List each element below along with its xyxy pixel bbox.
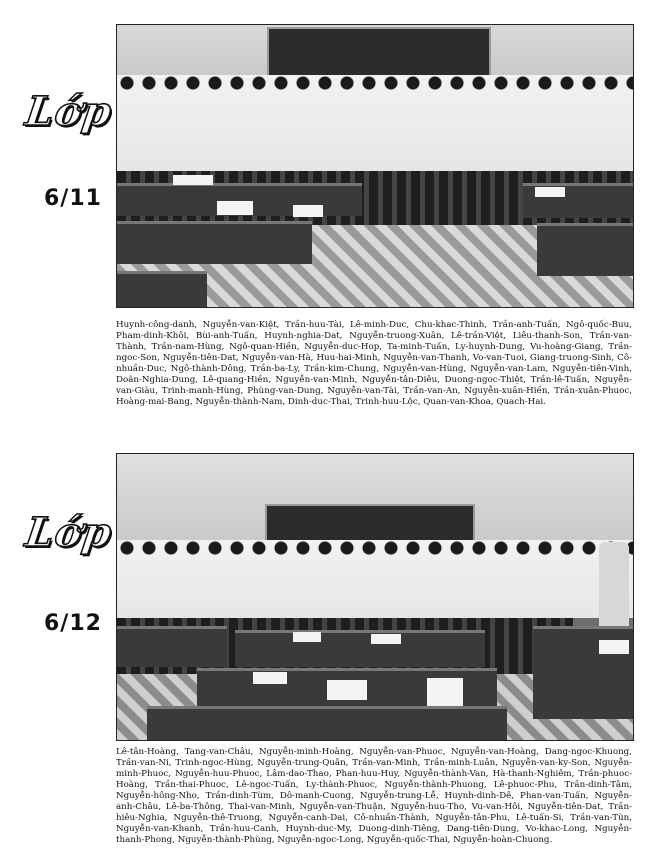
paper	[217, 201, 253, 215]
paper	[173, 175, 213, 185]
class-heading: Lớp	[22, 509, 116, 556]
paper	[427, 678, 463, 706]
paper	[253, 672, 287, 684]
desk	[235, 630, 485, 667]
paper	[371, 634, 401, 644]
desk	[537, 223, 633, 276]
class-photo	[116, 24, 634, 308]
desk	[117, 626, 227, 667]
teacher-figure	[599, 542, 629, 638]
desk	[117, 271, 207, 308]
desk	[117, 221, 312, 264]
class-section-6-12	[0, 431, 660, 862]
student-names: Huynh-công-danh, Nguyễn-van-Kiệt, Trần-huu-Tài, Lê-minh-Duc, Chu-khac-Thinh, Trần-anh-Tuấn, Ngô-quốc-Buu, Pham-dinh-Khôi, Bùi-anh-Tuấn, Huynh-nghia-Dat, Nguyễn-truong-Xuân, Lê-trần-Việt, Liêu-thanh-Son, Trần-van-Thành, Trần-nam-Hùng, Ngô-quan-Hiền, Nguyễn-duc-Hop, Ta-minh-Tuấn, Ly-huynh-Dung, Vu-hoàng-Giang, Trần-ngoc-Son, Nguyễn-tiên-Dat, Nguyễn-van-Hà, Huu-hai-Minh, Nguyễn-van-Thanh, Vo-van-Tuoi, Giang-truong-Sinh, Cô-nhuần-Duc, Ngô-thành-Dông, Trần-ba-Ly, Trần-kim-Chung, Nguyễn-van-Hùng, Nguyễn-van-Lam, Nguyễn-tiên-Vinh, Doãn-Nghia-Dung, Lê-quang-Hiền, Nguyễn-van-Minh, Nguyễn-tân-Diêu, Duong-ngoc-Thiệt, Trần-lê-Tuấn, Nguyễn-van-Giàu, Trinh-manh-Hùng, Phùng-van-Dung, Nguyễn-van-Tài, Trần-van-An, Nguyễn-xuân-Hiền, Trần-xuân-Phuoc, Hoàng-mai-Bang, Nguyễn-thành-Nam, Dinh-duc-Thai, Trinh-huu-Lộc, Quan-van-Khoa, Quach-Hai.	[116, 320, 632, 407]
paper	[293, 205, 323, 217]
class-heading: Lớp	[22, 88, 116, 135]
class-number: 6/12	[44, 611, 102, 636]
students-group	[117, 540, 633, 618]
paper	[327, 680, 367, 700]
desk	[147, 706, 507, 741]
student-names: Lê-tân-Hoàng, Tang-van-Châu, Nguyễn-minh-Hoàng, Nguyễn-van-Phuoc, Nguyễn-van-Hoàng, Dang-ngoc-Khuong, Trần-van-Ni, Trinh-ngoc-Hùng, Nguyễn-trung-Quân, Trần-van-Minh, Trần-minh-Luân, Nguyễn-van-ky-Son, Nguyễn-minh-Phuoc, Nguyễn-huu-Phuoc, Lâm-dao-Thao, Phan-huu-Huy, Nguyễn-thành-Van, Hà-thanh-Nghiêm, Trần-phuoc-Hoàng, Trần-thai-Phuoc, Lê-ngoc-Tuấn, Ly-thành-Phuoc, Nguyễn-thành-Phuong, Lê-phuoc-Phu, Trần-dinh-Tâm, Nguyễn-hông-Nho, Trần-dinh-Tùm, Dô-manh-Cuong, Nguyễn-trung-Lễ, Huynh-dinh-Dê, Phan-van-Tuấn, Nguyễn-anh-Châu, Lê-ba-Thông, Thai-van-Minh, Nguyễn-van-Thuận, Nguyễn-huu-Tho, Vu-van-Hôi, Nguyễn-tiên-Dat, Trần-hiêu-Nghia, Nguyễn-thê-Truong, Nguyễn-canh-Dai, Cô-nhuần-Thành, Nguyễn-tân-Phu, Lê-tuấn-Si, Trần-van-Tùn, Nguyễn-van-Khanh, Trần-huu-Canh, Huynh-duc-My, Duong-dinh-Tiêng, Dang-tiên-Dung, Vo-khac-Long, Nguyễn-thanh-Phong, Nguyễn-thành-Phùng, Nguyễn-ngoc-Long, Nguyễn-quốc-Thai, Nguyễn-hoàn-Chuong.	[116, 747, 632, 845]
paper	[599, 640, 629, 654]
paper	[293, 632, 321, 642]
paper	[535, 187, 565, 197]
students-group	[117, 75, 633, 171]
class-photo	[116, 453, 634, 741]
class-number: 6/11	[44, 186, 102, 211]
